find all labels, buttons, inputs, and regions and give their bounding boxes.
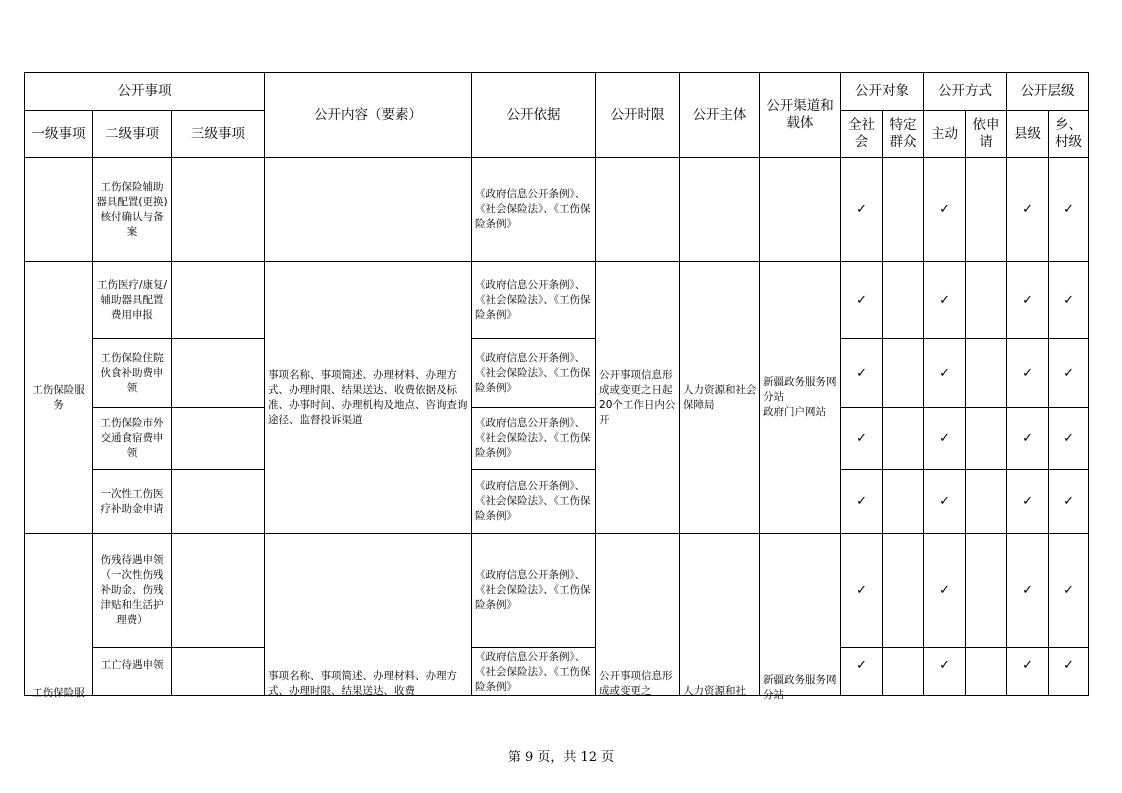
check-mark: ✓ [924,339,966,408]
basis-cell: 《政府信息公开条例》、《社会保险法》、《工伤保险条例》 [472,648,596,696]
check-mark: ✓ [1007,408,1049,470]
header-level2: 二级事项 [93,111,172,158]
time-cell [596,158,680,262]
level2-cell: 工亡待遇申领 [93,648,172,696]
basis-cell: 《政府信息公开条例》、《社会保险法》、《工伤保险条例》 [472,262,596,339]
content-cell [265,534,472,696]
check-mark: ✓ [1049,158,1089,262]
level3-cell [172,262,265,339]
basis-cell: 《政府信息公开条例》、《社会保险法》、《工伤保险条例》 [472,408,596,470]
disclosure-table [24,72,1089,701]
header-public-level: 公开层级 [1007,73,1089,111]
level3-cell [172,408,265,470]
header-public-method: 公开方式 [924,73,1007,111]
basis-cell: 《政府信息公开条例》、《社会保险法》、《工伤保险条例》 [472,339,596,408]
level1-cell [25,534,93,699]
check-mark: ✓ [1049,534,1089,648]
time-text: 公开事项信息形成或变更之 [599,670,673,697]
table-row [25,534,1089,648]
level1-cell: 工伤保险服务 [25,262,93,534]
check-mark: ✓ [1007,339,1049,408]
subject-cell: 人力资源和社会保障局 [680,262,760,534]
time-cell [596,534,680,696]
empty-cell [883,158,924,262]
channel-cell [760,262,841,534]
page-footer: 第 9 页，共 12 页 [507,750,615,765]
empty-cell [883,534,924,648]
level1-cell [25,158,93,262]
check-mark: ✓ [1007,262,1049,339]
check-mark: ✓ [924,648,966,696]
check-mark: ✓ [1049,648,1089,696]
check-mark: ✓ [841,408,883,470]
channel-line: 政府门户网站 [763,406,827,418]
header-public-content: 公开内容（要素） [265,73,472,158]
empty-cell [966,534,1007,648]
check-mark: ✓ [1007,648,1049,696]
check-mark: ✓ [841,470,883,534]
disclosure-table-sheet [24,72,1088,701]
check-mark: ✓ [924,470,966,534]
check-mark: ✓ [841,158,883,262]
level3-cell [172,534,265,648]
header-level3: 三级事项 [172,111,265,158]
subject-cell [680,158,760,262]
header-public-channel: 公开渠道和载体 [760,73,841,158]
table-row [25,648,1089,696]
content-text: 事项名称、事项简述、办理材料、办理方式、办理时限、结果送达、收费 [268,670,458,697]
content-cell: 事项名称、事项简述、办理材料、办理方式、办理时限、结果送达、收费依据及标准、办事时间、办理机构及地点、咨询查询途径、监督投诉渠道 [265,262,472,534]
check-mark: ✓ [924,158,966,262]
level3-cell [172,339,265,408]
check-mark: ✓ [924,534,966,648]
header-public-subject: 公开主体 [680,73,760,158]
empty-cell [966,408,1007,470]
check-mark: ✓ [841,339,883,408]
check-mark: ✓ [841,648,883,696]
empty-cell [966,470,1007,534]
channel-line: 新疆政务服务网分站 [763,376,837,403]
table-row [25,339,1089,408]
table-row [25,408,1089,470]
basis-cell: 《政府信息公开条例》、《社会保险法》、《工伤保险条例》 [472,158,596,262]
empty-cell [883,470,924,534]
level2-cell: 工伤保险辅助器具配置(更换)核付确认与备案 [93,158,172,262]
check-mark: ✓ [1007,534,1049,648]
empty-cell [883,262,924,339]
level2-cell: 伤残待遇申领（一次性伤残补助金、伤残津贴和生活护理费） [93,534,172,648]
level2-cell: 一次性工伤医疗补助金申请 [93,470,172,534]
level3-cell [172,470,265,534]
check-mark: ✓ [841,534,883,648]
channel-cell [760,534,841,701]
level1-text: 工伤保险服 [32,687,85,699]
check-mark: ✓ [1049,470,1089,534]
table-row [25,262,1089,339]
time-cell: 公开事项信息形成或变更之日起20个工作日内公开 [596,262,680,534]
check-mark: ✓ [1007,158,1049,262]
level2-cell: 工伤保险住院伙食补助费申领 [93,339,172,408]
basis-cell: 《政府信息公开条例》、《社会保险法》、《工伤保险条例》 [472,534,596,648]
header-public-time: 公开时限 [596,73,680,158]
check-mark: ✓ [1049,339,1089,408]
empty-cell [966,339,1007,408]
basis-cell: 《政府信息公开条例》、《社会保险法》、《工伤保险条例》 [472,470,596,534]
level3-cell [172,648,265,696]
empty-cell [883,648,924,696]
empty-cell [966,648,1007,696]
header-public-object: 公开对象 [841,73,924,111]
header-method-apply: 依申请 [966,111,1007,158]
header-object-all: 全社会 [841,111,883,158]
header-level-county: 县级 [1007,111,1049,158]
header-level1: 一级事项 [25,111,93,158]
check-mark: ✓ [841,262,883,339]
channel-cell [760,158,841,262]
check-mark: ✓ [924,262,966,339]
check-mark: ✓ [1049,262,1089,339]
table-row [25,470,1089,534]
level2-cell: 工伤医疗/康复/辅助器具配置费用申报 [93,262,172,339]
check-mark: ✓ [1007,470,1049,534]
empty-cell [966,262,1007,339]
header-public-basis: 公开依据 [472,73,596,158]
check-mark: ✓ [1049,408,1089,470]
empty-cell [883,408,924,470]
header-level-village: 乡、村级 [1049,111,1089,158]
empty-cell [966,158,1007,262]
header-public-items: 公开事项 [25,73,265,111]
empty-cell [883,339,924,408]
header-method-active: 主动 [924,111,966,158]
table-row [25,158,1089,262]
level3-cell [172,158,265,262]
level2-cell: 工伤保险市外交通食宿费申领 [93,408,172,470]
check-mark: ✓ [924,408,966,470]
header-object-specific: 特定群众 [883,111,924,158]
content-cell [265,158,472,262]
subject-text: 人力资源和社 [683,685,747,697]
channel-text: 新疆政务服务网分站 [763,674,837,701]
subject-cell [680,534,760,696]
